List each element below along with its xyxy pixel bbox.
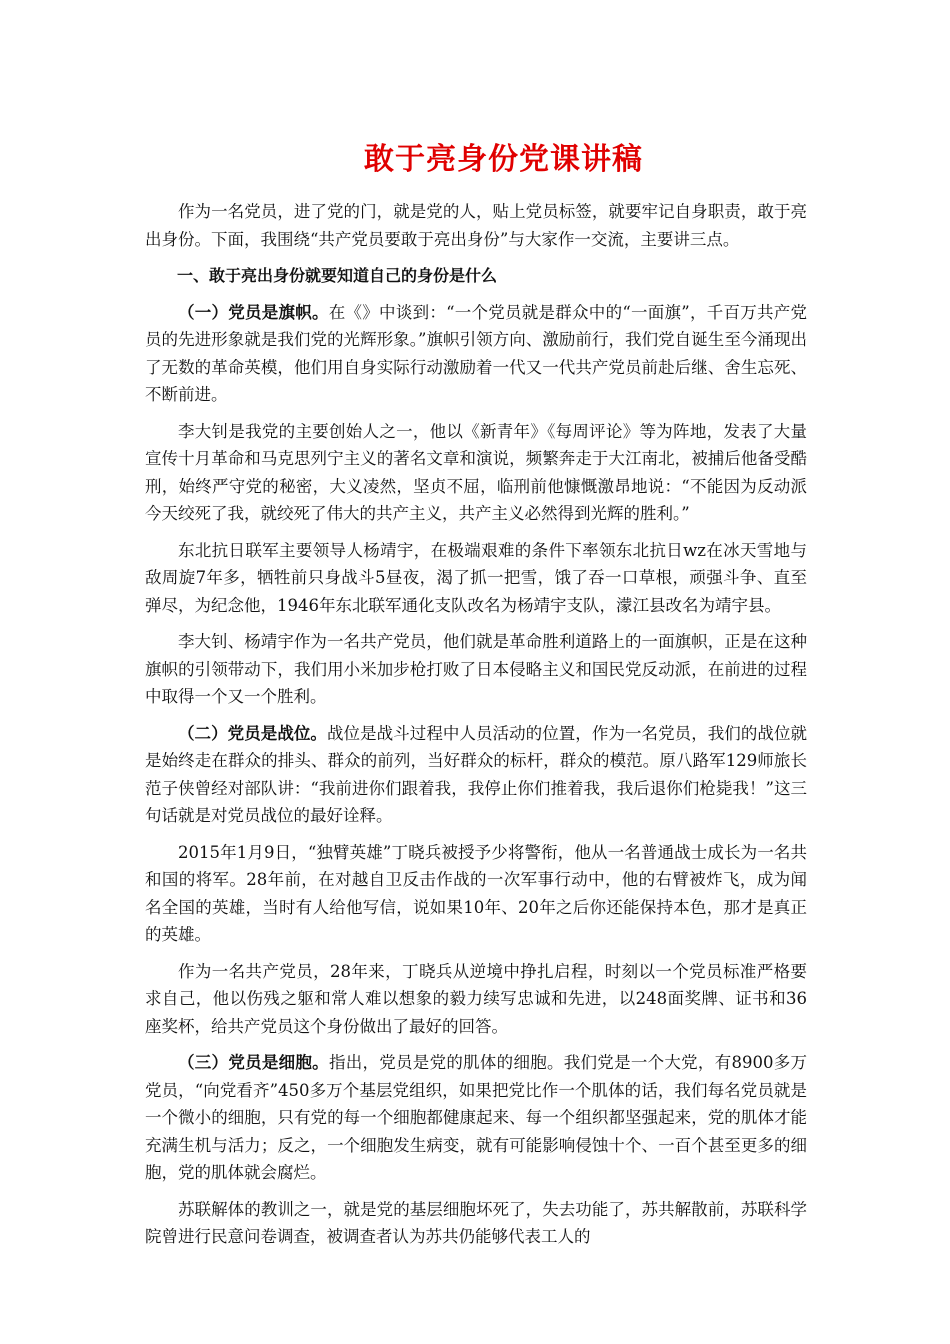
paragraph-text: 作为一名党员，进了党的门，就是党的人，贴上党员标签，就要牢记自身职责，敢于亮出身份。下面，我围绕“共产党员要敢于亮出身份”与大家作一交流，主要讲三点。 (145, 202, 807, 249)
paragraph (145, 628, 807, 711)
paragraph-text: 战位是战斗过程中人员活动的位置，作为一名党员，我们的战位就是始终走在群众的排头、群众的前列，当好群众的标杆，群众的模范。原八路军129师旅长范子侠曾经对部队讲：“我前进你们跟着我，我停止你们推着我，我后退你们枪毙我！”这三句话就是对党员战位的最好诠释。 (145, 723, 808, 825)
paragraph (145, 1049, 807, 1187)
paragraph-text: 2015年1月9日，“独臂英雄”丁晓兵被授予少将警衔，他从一名普通战士成长为一名共和国的将军。28年前，在对越自卫反击作战的一次军事行动中，他的右臂被炸飞，成为闻名全国的英雄，当时有人给他写信，说如果10年、20年之后你还能保持本色，那才是真正的英雄。 (145, 842, 807, 944)
paragraph (145, 418, 807, 528)
section-heading (145, 262, 807, 290)
paragraph (145, 198, 807, 253)
paragraph-text: 作为一名共产党员，28年来，丁晓兵从逆境中挣扎启程，时刻以一个党员标准严格要求自己，他以伤残之躯和常人难以想象的毅力续写忠诚和先进，以248面奖牌、证书和36座奖杯，给共产党员这个身份做出了最好的回答。 (145, 961, 807, 1036)
paragraph-text: 一、敢于亮出身份就要知道自己的身份是什么 (177, 266, 498, 285)
paragraph (145, 958, 807, 1041)
paragraph-text: 东北抗日联军主要领导人杨靖宇，在极端艰难的条件下率领东北抗日wz在冰天雪地与敌周旋7年多，牺牲前只身战斗5昼夜，渴了抓一把雪，饿了吞一口草根，顽强斗争、直至弹尽，为纪念他，1946年东北联军通化支队改名为杨靖宇支队，濛江县改名为靖宇县。 (145, 540, 807, 615)
paragraph (145, 720, 807, 830)
paragraph (145, 537, 807, 620)
paragraph-list (145, 198, 807, 1251)
paragraph-text: 苏联解体的教训之一，就是党的基层细胞坏死了，失去功能了，苏共解散前，苏联科学院曾进行民意问卷调查，被调查者认为苏共仍能够代表工人的 (145, 1199, 807, 1246)
paragraph-text: 李大钊是我党的主要创始人之一，他以《新青年》《每周评论》等为阵地，发表了大量宣传十月革命和马克思列宁主义的著名文章和演说，频繁奔走于大江南北，被捕后他备受酷刑，始终严守党的秘密，大义凌然，坚贞不屈，临刑前他慷慨激昂地说：“不能因为反动派今天绞死了我，就绞死了伟大的共产主义，共产主义必然得到光辉的胜利。” (145, 421, 807, 523)
paragraph (145, 1196, 807, 1251)
paragraph (145, 839, 807, 949)
document-body (145, 140, 807, 1260)
document-title: 敢于亮身份党课讲稿 (364, 142, 643, 177)
paragraph-text: 李大钊、杨靖宇作为一名共产党员，他们就是革命胜利道路上的一面旗帜，正是在这种旗帜的引领带动下，我们用小米加步枪打败了日本侵略主义和国民党反动派，在前进的过程中取得一个又一个胜利。 (145, 632, 807, 706)
paragraph (145, 299, 807, 409)
paragraph-lead: （二）党员是战位。 (178, 723, 327, 743)
paragraph-text: 在《》中谈到：“一个党员就是群众中的“一面旗”，千百万共产党员的先进形象就是我们党的光辉形象。”旗帜引领方向、激励前行，我们党自诞生至今涌现出了无数的革命英模，他们用自身实际行动激励着一代又一代共产党员前赴后继、舍生忘死、不断前进。 (145, 302, 807, 404)
paragraph-lead: （一）党员是旗帜。 (178, 302, 329, 322)
paragraph-lead: （三）党员是细胞。 (178, 1053, 329, 1072)
paragraph-text: 指出，党员是党的肌体的细胞。我们党是一个大党，有8900多万党员，“向党看齐”450多万个基层党组织，如果把党比作一个肌体的话，我们每名党员就是一个微小的细胞，只有党的每一个细胞都健康起来、每一个组织都坚强起来，党的肌体才能充满生机与活力；反之，一个细胞发生病变，就有可能影响侵蚀十个、一百个甚至更多的细胞，党的肌体就会腐烂。 (145, 1053, 808, 1182)
